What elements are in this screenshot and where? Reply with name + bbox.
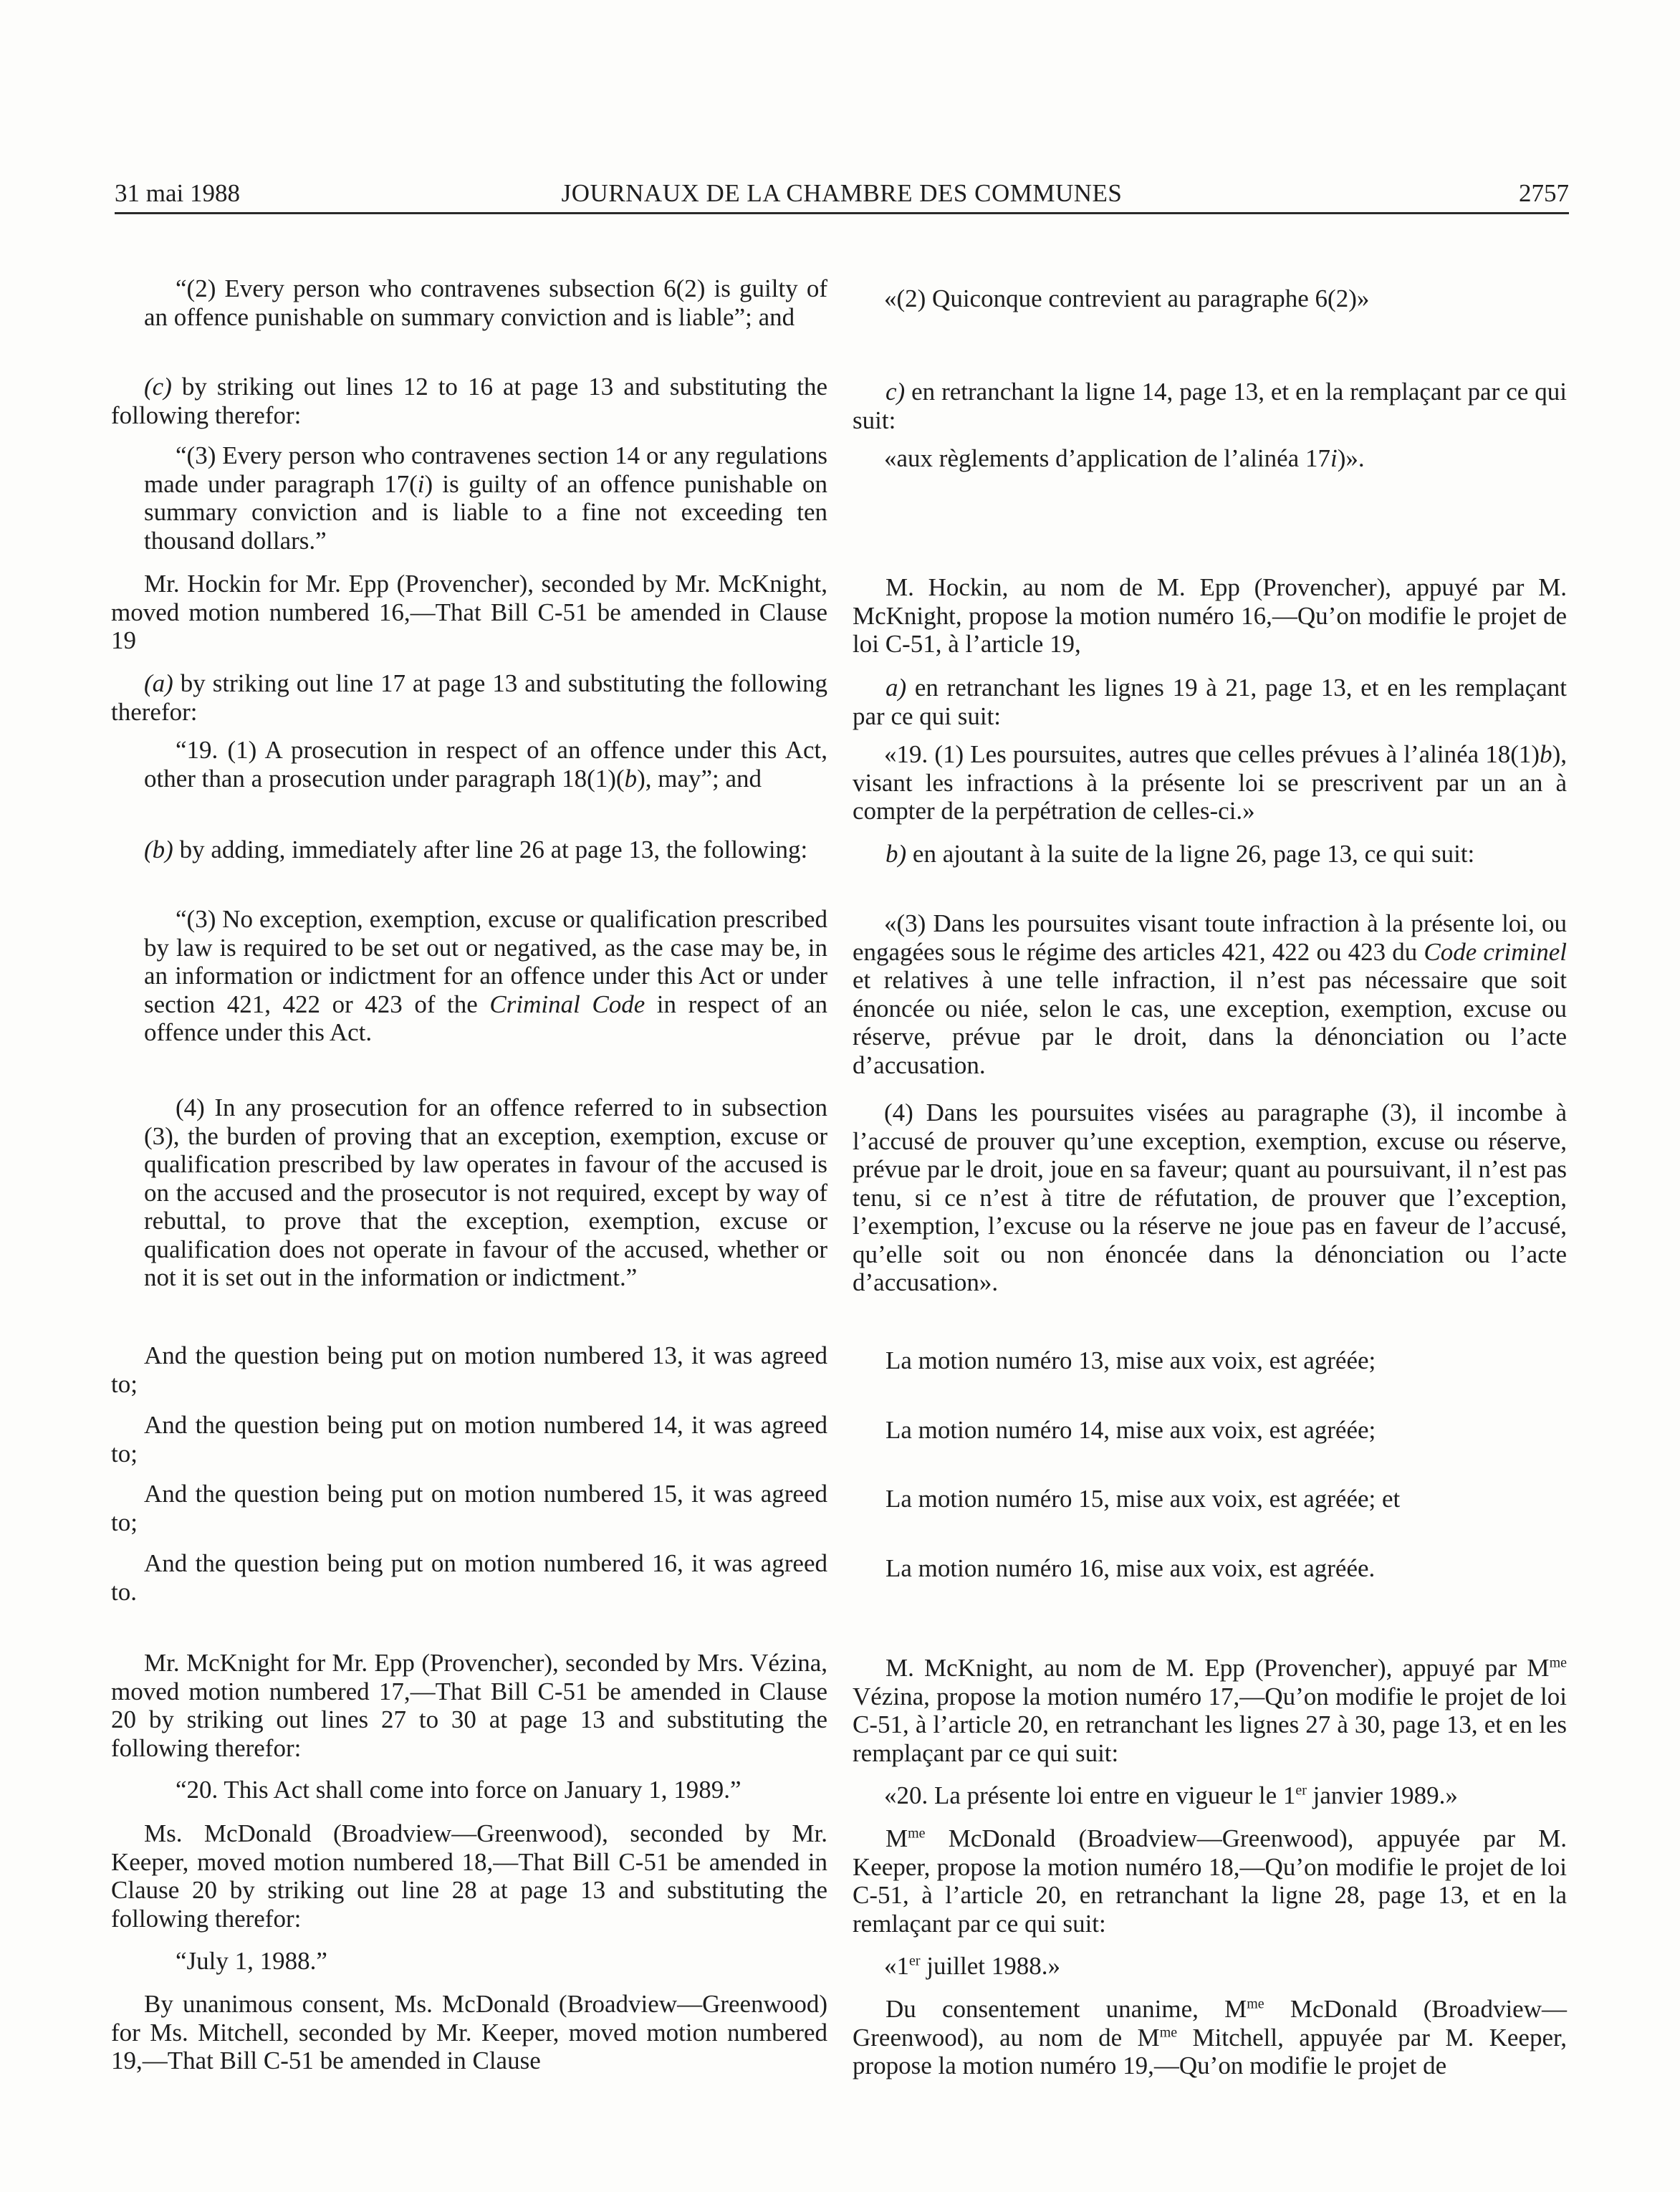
en-label-a: (a)	[144, 669, 173, 697]
en-label-b: (b)	[144, 836, 173, 863]
fr-paragraph-a: a) en retranchant les lignes 19 à 21, page 13, et en les remplaçant par ce qui suit:	[853, 674, 1567, 730]
en-quoted-subsection-3: “(3) Every person who contravenes section 14 or any regulations made under paragraph 17(i) is guilty of an offence punishable on summary conviction and is liable to a fine not exceeding ten thousand dollars.”	[144, 441, 827, 555]
page-number: 2757	[1519, 179, 1569, 207]
fr-motion-18: $M^{me}$ McDonald (Broadview—Greenwood), appuyée par M. Keeper, propose la motion numéro 18,—Qu’on modifie le projet de loi C-51, à l’article 20, en retranchant la ligne 28, page 13, et en la remlaçant par ce qui suit:	[853, 1824, 1567, 1938]
en-motion-17: Mr. McKnight for Mr. Epp (Provencher), seconded by Mrs. Vézina, moved motion numbered 17,—That Bill C-51 be amended in Clause 20 by striking out lines 27 to 30 at page 13 and substituting the following therefor:	[111, 1649, 827, 1762]
fr-paragraph-c: c) en retranchant la ligne 14, page 13, et en la remplaçant par ce qui suit:	[853, 378, 1567, 434]
header-date: 31 mai 1988	[115, 179, 240, 207]
en-paragraph-c: (c) by striking out lines 12 to 16 at page 13 and substituting the following therefor:	[111, 373, 827, 429]
fr-quoted-clause-20: «20. La présente loi entre en vigueur le 1er janvier 1989.»	[884, 1781, 1458, 1809]
en-motion-16: Mr. Hockin for Mr. Epp (Provencher), seconded by Mr. McKnight, moved motion numbered 16,—That Bill C-51 be amended in Clause 19	[111, 570, 827, 654]
page-header	[115, 178, 1569, 214]
fr-question-16: La motion numéro 16, mise aux voix, est agréée.	[885, 1554, 1376, 1582]
en-quoted-clause-20: “20. This Act shall come into force on January 1, 1989.”	[176, 1776, 741, 1804]
fr-question-15: La motion numéro 15, mise aux voix, est agréée; et	[885, 1485, 1401, 1513]
fr-motion-16: M. Hockin, au nom de M. Epp (Provencher), appuyé par M. McKnight, propose la motion numéro 16,—Qu’on modifie le projet de loi C-51, à l’article 19,	[853, 573, 1567, 658]
fr-label-a: a)	[885, 674, 907, 702]
fr-label-c: c)	[885, 378, 906, 406]
fr-motion-19: Du consentement unanime, $M^{me}$ McDonald (Broadview—Greenwood), au nom de $M^{me}$ Mitchell, appuyée par M. Keeper, propose la motion numéro 19,—Qu’on modifie le projet de	[853, 1995, 1567, 2079]
en-question-14: And the question being put on motion numbered 14, it was agreed to;	[111, 1411, 827, 1468]
fr-label-b: b)	[885, 840, 907, 868]
fr-quoted-subsection-2: «(2) Quiconque contrevient au paragraphe 6(2)»	[884, 284, 1370, 312]
fr-motion-17: M. McKnight, au nom de M. Epp (Provencher), appuyé par $M^{me}$ Vézina, propose la motion numéro 17,—Qu’on modifie le projet de loi C-51, à l’article 20, en retranchant les lignes 27 à 30, page 13, et en les remplaçant par ce qui suit:	[853, 1654, 1567, 1767]
fr-question-14: La motion numéro 14, mise aux voix, est agréée;	[885, 1416, 1376, 1444]
en-quoted-subsection-2: “(2) Every person who contravenes subsection 6(2) is guilty of an offence punishable on summary conviction and is liable”; and	[144, 274, 827, 331]
en-paragraph-a: (a) by striking out line 17 at page 13 and substituting the following therefor:	[111, 669, 827, 726]
fr-quoted-clause-19: «19. (1) Les poursuites, autres que celles prévues à l’alinéa 18(1)b), visant les infractions à la présente loi se prescrivent par un an à compter de la perpétration de celles-ci.»	[853, 740, 1567, 825]
fr-paragraph-b: b) en ajoutant à la suite de la ligne 26, page 13, ce qui suit:	[885, 840, 1475, 868]
en-question-13: And the question being put on motion numbered 13, it was agreed to;	[111, 1341, 827, 1398]
fr-quoted-date: «1er juillet 1988.»	[884, 1952, 1060, 1980]
en-label-c: (c)	[144, 373, 172, 401]
en-burden-of-proof: (4) In any prosecution for an offence referred to in subsection (3), the burden of proving that an exception, exemption, excuse or qualification prescribed by law operates in favour of the accused is on the accused and the prosecutor is not required, except by way of rebuttal, to prove that the exception, exemption, excuse or qualification does not operate in favour of the accused, whether or not it is set out in the information or indictment.”	[144, 1093, 827, 1291]
fr-quoted-regulations: «aux règlements d’application de l’alinéa 17i)».	[884, 444, 1365, 472]
en-motion-18: Ms. McDonald (Broadview—Greenwood), seconded by Mr. Keeper, moved motion numbered 18,—That Bill C-51 be amended in Clause 20 by striking out line 28 at page 13 and substituting the following therefor:	[111, 1819, 827, 1933]
en-paragraph-b: (b) by adding, immediately after line 26 at page 13, the following:	[144, 836, 808, 863]
fr-question-13: La motion numéro 13, mise aux voix, est agréée;	[885, 1346, 1376, 1374]
en-question-15: And the question being put on motion numbered 15, it was agreed to;	[111, 1480, 827, 1536]
en-quoted-date: “July 1, 1988.”	[176, 1947, 327, 1975]
en-quoted-clause-19: “19. (1) A prosecution in respect of an offence under this Act, other than a prosecution under paragraph 18(1)(b), may”; and	[144, 736, 827, 793]
fr-quoted-poursuites: «(3) Dans les poursuites visant toute infraction à la présente loi, ou engagées sous le régime des articles 421, 422 ou 423 du Code criminel et relatives à une telle infraction, il n’est pas nécessaire que soit énoncée ou niée, selon le cas, une exception, exemption, excuse ou réserve, prévue par le droit, dans la dénonciation ou l’acte d’accusation.	[853, 909, 1567, 1079]
en-motion-19: By unanimous consent, Ms. McDonald (Broadview—Greenwood) for Ms. Mitchell, seconded by Mr. Keeper, moved motion numbered 19,—That Bill C-51 be amended in Clause	[111, 1990, 827, 2074]
fr-burden-of-proof: (4) Dans les poursuites visées au paragraphe (3), il incombe à l’accusé de prouver qu’une exception, exemption, excuse ou réserve, prévue par le droit, joue en sa faveur; quant au poursuivant, il n’est pas tenu, si ce n’est à titre de réfutation, de prouver que l’exception, l’exemption, l’excuse ou la réserve ne joue pas en faveur de l’accusé, qu’elle soit ou non énoncée dans la dénonciation ou l’acte d’accusation».	[853, 1099, 1567, 1296]
en-question-16: And the question being put on motion numbered 16, it was agreed to.	[111, 1549, 827, 1606]
en-quoted-no-exception: “(3) No exception, exemption, excuse or qualification prescribed by law is required to be set out or negatived, as the case may be, in an information or indictment for an offence under this Act or under section 421, 422 or 423 of the Criminal Code in respect of an offence under this Act.	[144, 905, 827, 1046]
journal-title: JOURNAUX DE LA CHAMBRE DES COMMUNES	[561, 179, 1123, 207]
